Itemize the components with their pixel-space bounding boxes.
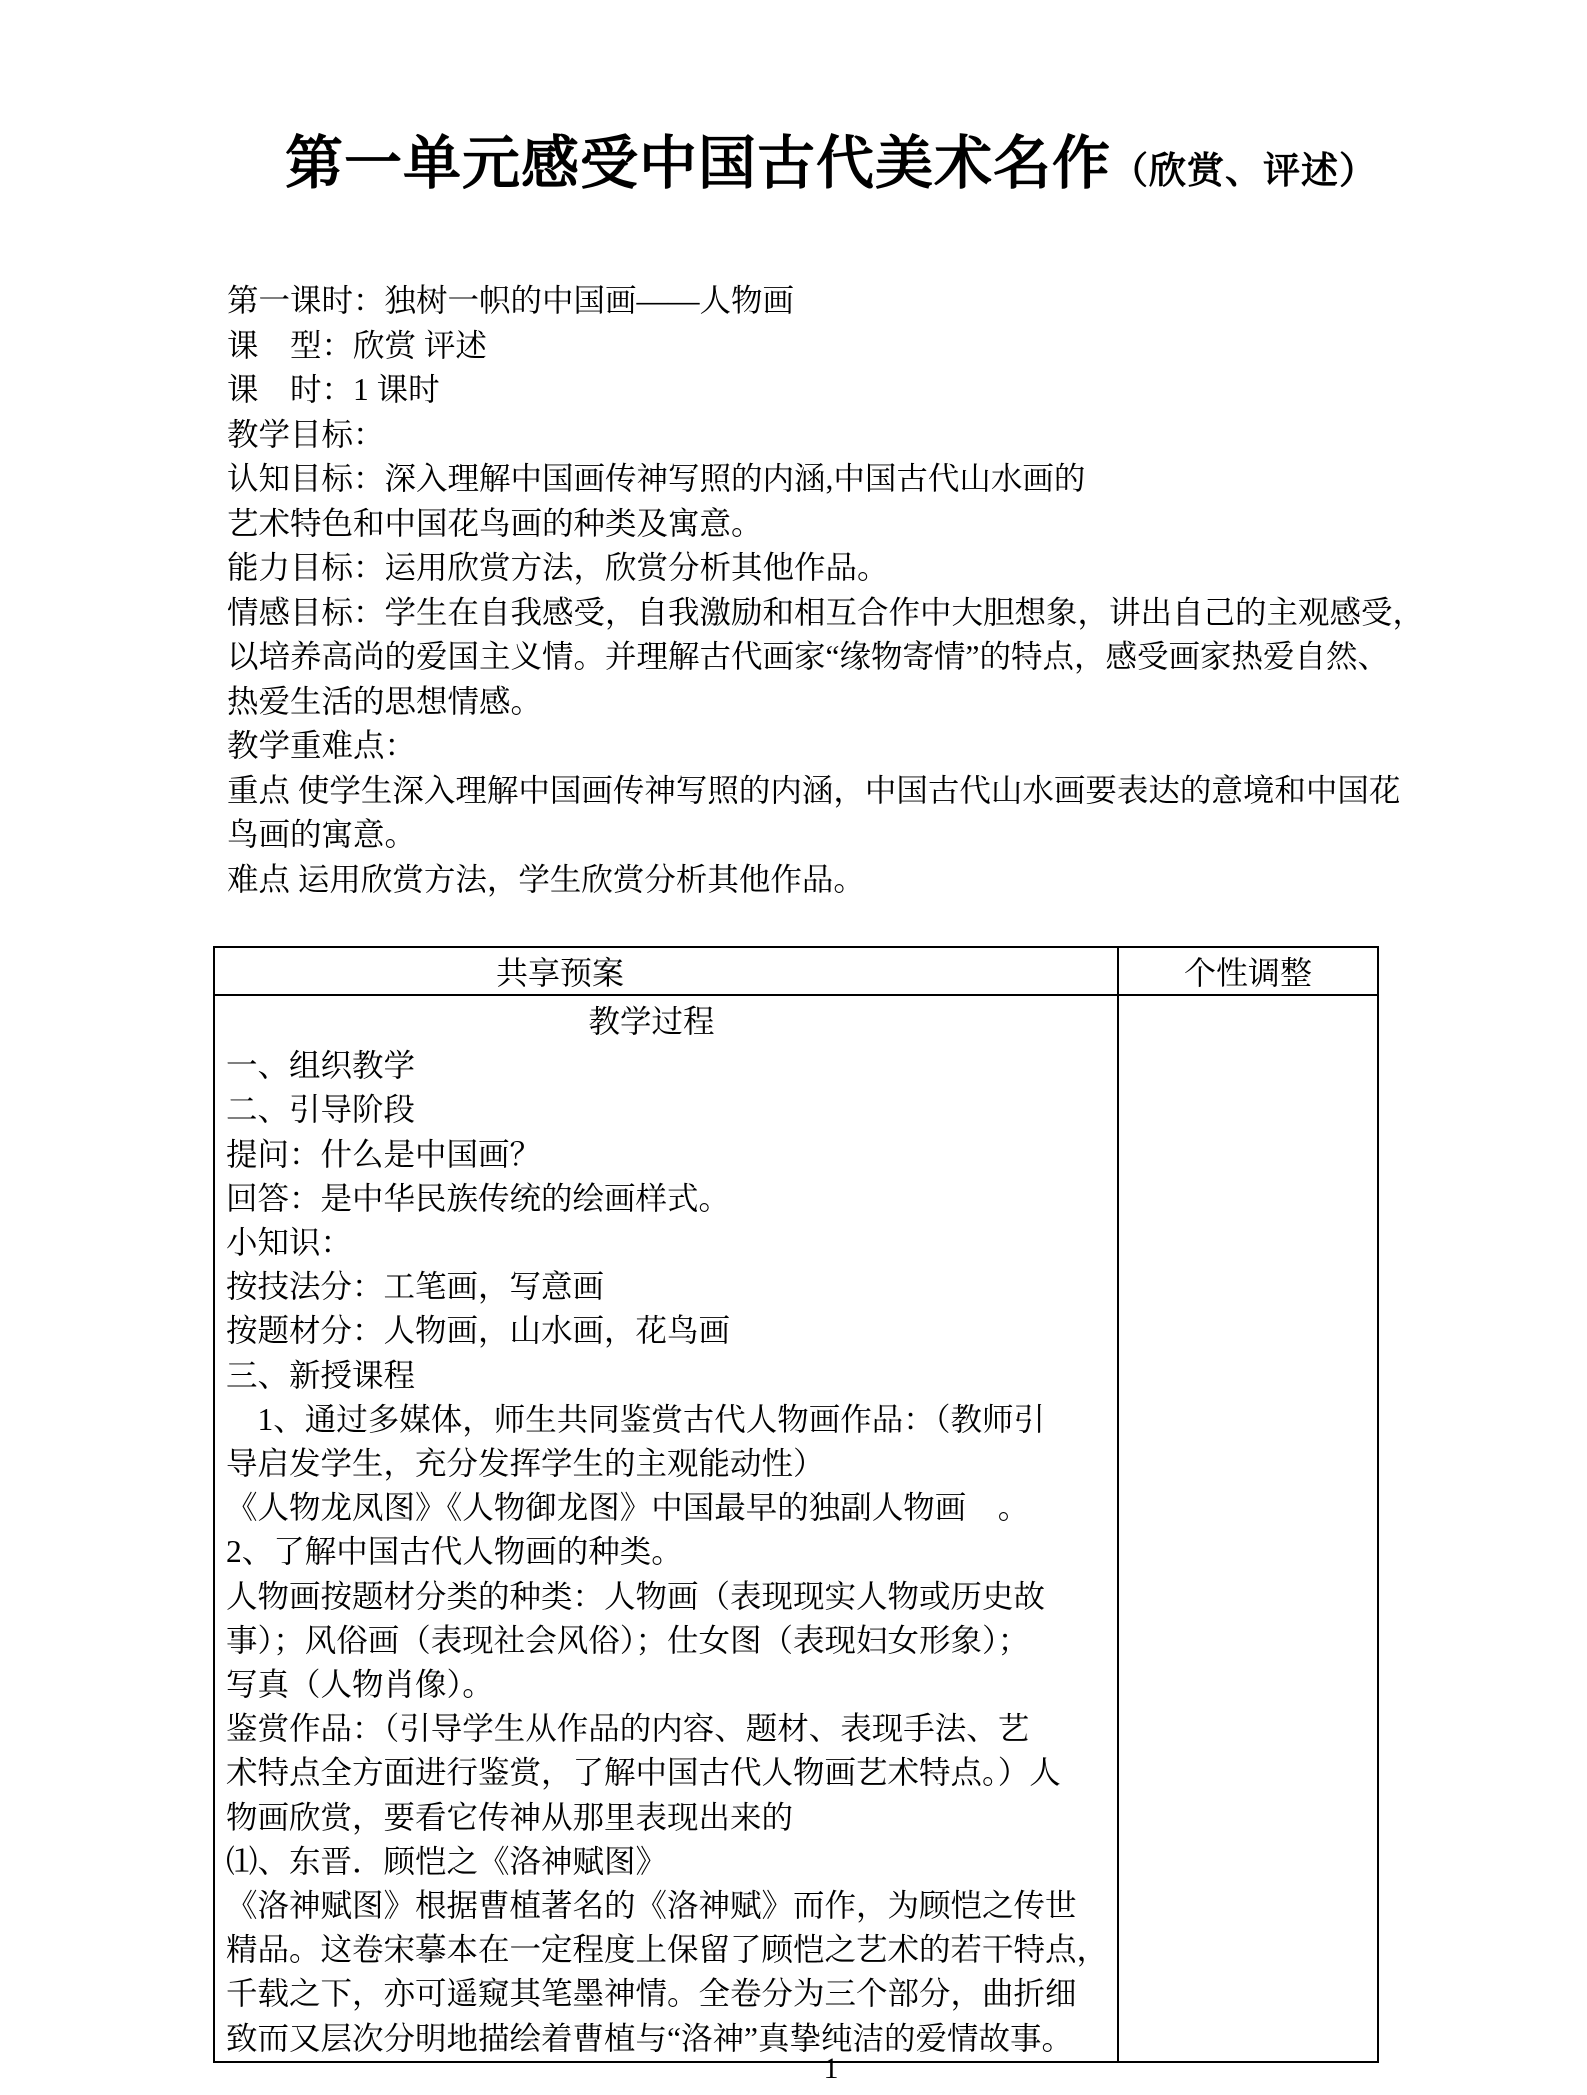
plan-line: 人物画按题材分类的种类：人物画（表现现实人物或历史故 [226, 1578, 1046, 1614]
plan-line: 2、了解中国古代人物画的种类。 [226, 1534, 683, 1570]
column-header-shared-plan: 共享预案 [214, 947, 1118, 995]
plan-line: 提问：什么是中国画？ [226, 1136, 542, 1172]
plan-line: ⑴、东晋．顾恺之《洛神赋图》 [226, 1843, 668, 1879]
plan-line: 千载之下，亦可遥窥其笔墨神情。全卷分为三个部分，曲折细 [226, 1976, 1077, 2012]
title-main: 第一单元感受中国古代美术名作 [284, 131, 1111, 196]
intro-line: 以培养高尚的爱国主义情。并理解古代画家“缘物寄情”的特点，感受画家热爱自然、 [227, 639, 1389, 674]
intro-line: 鸟画的寓意。 [227, 817, 417, 852]
plan-line: 精品。这卷宋摹本在一定程度上保留了顾恺之艺术的若干特点， [226, 1932, 1109, 1968]
intro-line: 认知目标：深入理解中国画传神写照的内涵,中国古代山水画的 [227, 461, 1086, 496]
teaching-process-title: 教学过程 [588, 1004, 715, 1039]
plan-line: 1、通过多媒体，师生共同鉴赏古代人物画作品：（教师引 [226, 1401, 1046, 1437]
plan-line: 三、新授课程 [226, 1357, 416, 1393]
table-body-row [214, 995, 1378, 2062]
personal-adjustment-cell [1118, 995, 1378, 2062]
intro-line: 难点 运用欣赏方法，学生欣赏分析其他作品。 [227, 861, 865, 897]
document-title [227, 128, 1435, 215]
plan-line: 二、引导阶段 [226, 1092, 416, 1128]
plan-line: 回答：是中华民族传统的绘画样式。 [226, 1180, 731, 1216]
plan-line: 术特点全方面进行鉴赏，了解中国古代人物画艺术特点。）人 [226, 1755, 1061, 1791]
table-header-row [214, 947, 1378, 995]
plan-line: 致而又层次分明地描绘着曹植与“洛神”真挚纯洁的爱情故事。 [226, 2020, 1073, 2056]
lesson-plan-table [213, 946, 1379, 2063]
intro-line: 艺术特色和中国花鸟画的种类及寓意。 [227, 505, 763, 541]
intro-line: 重点 使学生深入理解中国画传神写照的内涵，中国古代山水画要表达的意境和中国花 [227, 772, 1401, 808]
page-number: 1 [823, 2052, 839, 2085]
plan-line: 《人物龙凤图》《人物御龙图》中国最早的独副人物画 。 [226, 1490, 1030, 1526]
plan-line: 小知识： [226, 1225, 353, 1261]
intro-line: 能力目标：运用欣赏方法，欣赏分析其他作品。 [227, 550, 889, 585]
plan-line: 鉴赏作品：（引导学生从作品的内容、题材、表现手法、艺 [226, 1711, 1030, 1747]
plan-line: 导启发学生，充分发挥学生的主观能动性） [226, 1446, 825, 1482]
plan-line: 写真（人物肖像）。 [226, 1667, 494, 1703]
plan-line: 物画欣赏，要看它传神从那里表现出来的 [226, 1799, 794, 1835]
intro-line: 教学目标： [227, 416, 385, 452]
plan-line: 事）；风俗画（表现社会风俗）；仕女图（表现妇女形象）； [226, 1622, 1030, 1658]
shared-plan-cell [214, 995, 1118, 2062]
plan-line: 按技法分：工笔画，写意画 [226, 1269, 605, 1305]
plan-lines [226, 1044, 1117, 2061]
intro-line: 热爱生活的思想情感。 [227, 683, 543, 719]
intro-line: 第一课时：独树一帜的中国画——人物画 [227, 283, 795, 318]
intro-line: 教学重难点： [227, 728, 417, 763]
title-sub: （欣赏、评述） [1111, 150, 1377, 191]
intro-line: 课 型：欣赏 评述 [227, 327, 487, 363]
column-header-personal-adjustment: 个性调整 [1118, 947, 1378, 995]
plan-line: 《洛神赋图》根据曹植著名的《洛神赋》而作，为顾恺之传世 [226, 1888, 1077, 1924]
intro-line: 情感目标：学生在自我感受，自我激励和相互合作中大胆想象，讲出自己的主观感受， [227, 594, 1425, 630]
intro-section [227, 279, 1457, 902]
plan-line: 一、组织教学 [226, 1048, 416, 1084]
plan-line: 按题材分：人物画，山水画，花鸟画 [226, 1313, 731, 1349]
intro-line: 课 时：1 课时 [227, 372, 440, 407]
